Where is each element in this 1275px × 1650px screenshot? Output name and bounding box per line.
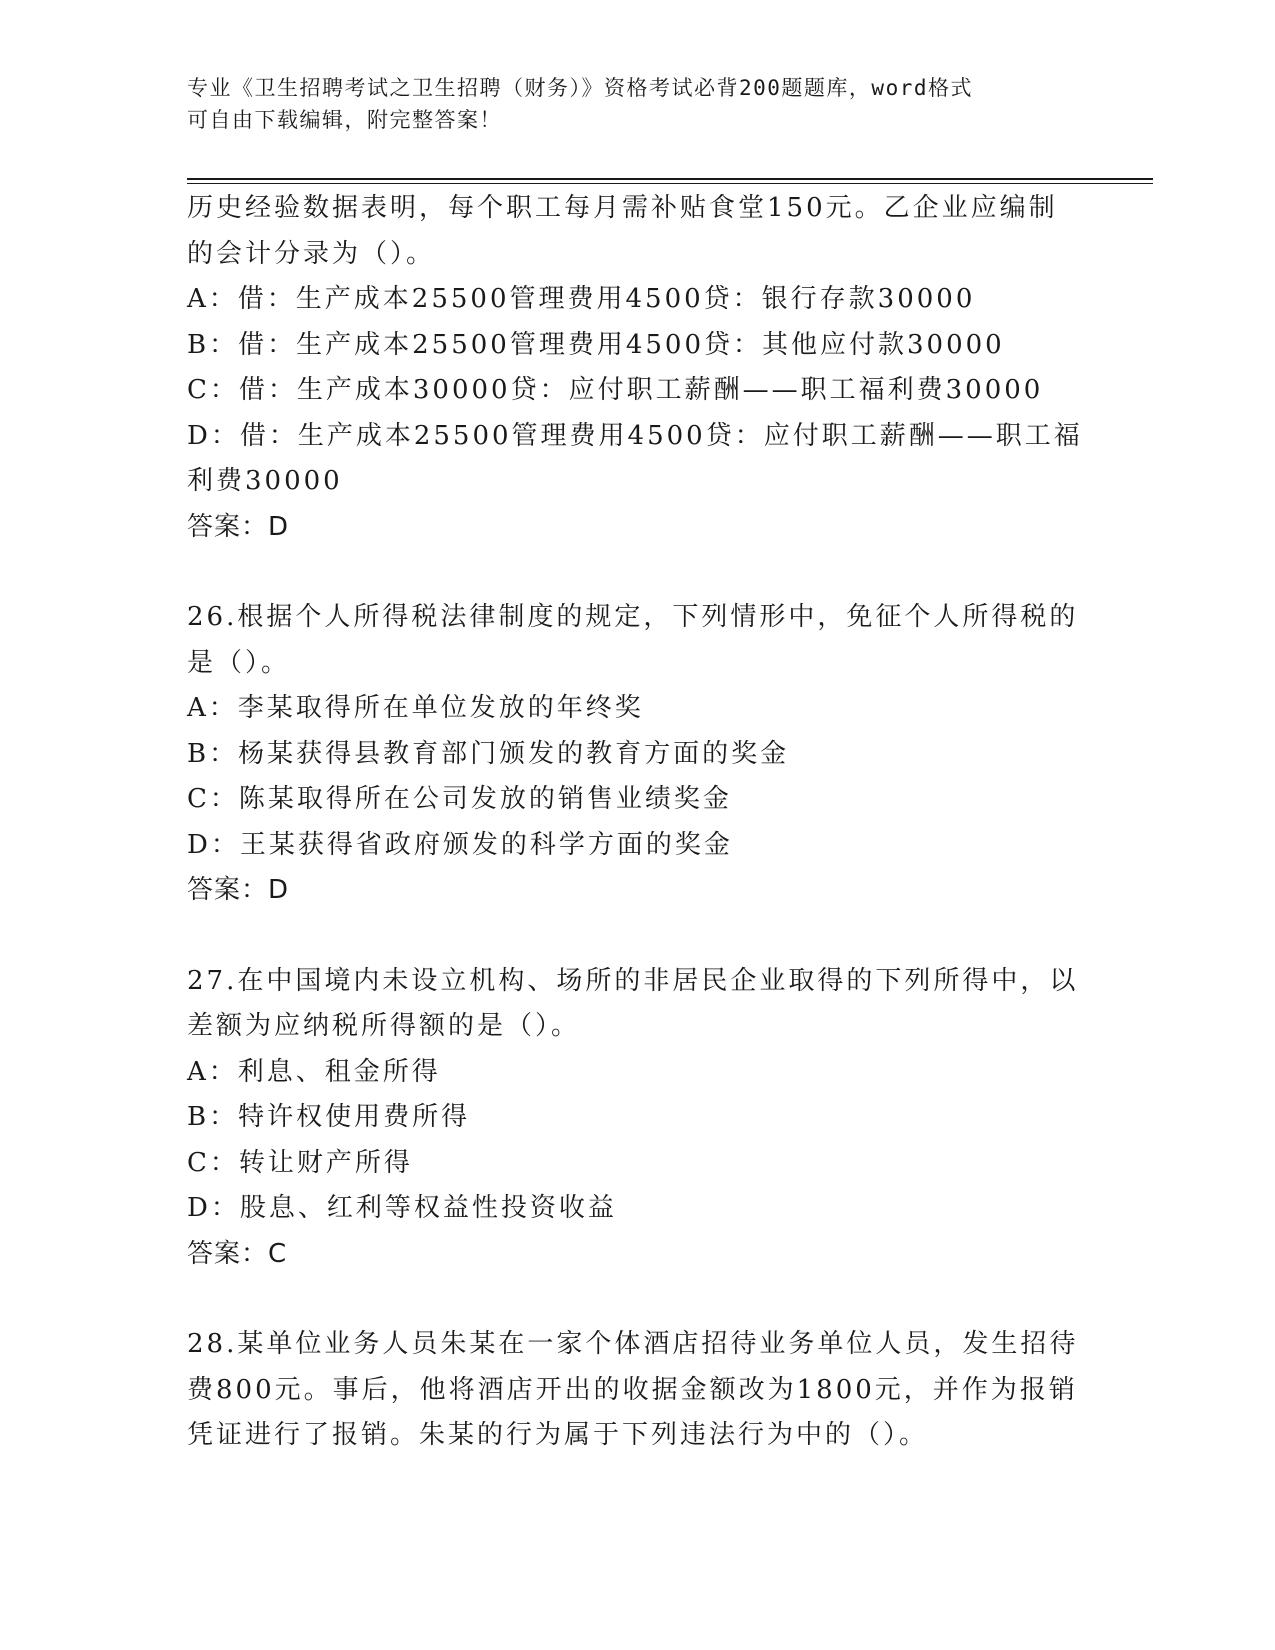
question-text-line: 历史经验数据表明，每个职工每月需补贴食堂150元。乙企业应编制 — [187, 193, 1058, 223]
option-b: B：特许权使用费所得 — [187, 1102, 471, 1132]
question-text-line: 26.根据个人所得税法律制度的规定，下列情形中，免征个人所得税的 — [187, 602, 1079, 632]
answer-label: 答案：C — [187, 1238, 288, 1269]
answer-label: 答案：D — [187, 875, 290, 905]
option-b: B：借：生产成本25500管理费用4500贷：其他应付款30000 — [187, 329, 1005, 360]
header-rule-thick — [187, 178, 1153, 180]
question-text-line: 差额为应纳税所得额的是（）。 — [187, 1011, 581, 1041]
option-c: C：陈某取得所在公司发放的销售业绩奖金 — [187, 784, 732, 814]
option-d: D：股息、红利等权益性投资收益 — [187, 1193, 617, 1223]
question-text-line: 的会计分录为（）。 — [187, 238, 436, 269]
question-text-line: 28.某单位业务人员朱某在一家个体酒店招待业务单位人员，发生招待 — [187, 1329, 1079, 1359]
question-text-line: 费800元。事后，他将酒店开出的收据金额改为1800元，并作为报销 — [187, 1374, 1078, 1405]
option-b: B：杨某获得县教育部门颁发的教育方面的奖金 — [187, 738, 790, 769]
question-text-line: 凭证进行了报销。朱某的行为属于下列违法行为中的（）。 — [187, 1420, 929, 1450]
question-26 — [187, 595, 1082, 914]
document-body — [187, 186, 1082, 1459]
option-a: A：利息、租金所得 — [187, 1056, 441, 1087]
header-rule-thin — [187, 183, 1153, 184]
document-header — [187, 72, 1067, 136]
answer-label: 答案：D — [187, 511, 290, 542]
option-d: D：王某获得省政府颁发的科学方面的奖金 — [187, 829, 733, 860]
question-text-line: 是（）。 — [187, 647, 291, 678]
question-text-line: 27.在中国境内未设立机构、场所的非居民企业取得的下列所得中，以 — [187, 965, 1079, 996]
option-a: A：借：生产成本25500管理费用4500贷：银行存款30000 — [187, 284, 976, 314]
header-line-2: 可自由下载编辑，附完整答案！ — [187, 108, 502, 132]
question-25-continuation — [187, 186, 1082, 550]
option-a: A：李某取得所在单位发放的年终奖 — [187, 693, 644, 723]
question-27 — [187, 959, 1082, 1278]
header-line-1: 专业《卫生招聘考试之卫生招聘（财务）》资格考试必背200题题库，word格式 — [187, 76, 973, 100]
option-d-continued: 利费30000 — [187, 466, 343, 496]
option-d: D：借：生产成本25500管理费用4500贷：应付职工薪酬——职工福 — [187, 420, 1083, 451]
question-28 — [187, 1322, 1082, 1459]
option-c: C：借：生产成本30000贷：应付职工薪酬——职工福利费30000 — [187, 375, 1044, 405]
option-c: C：转让财产所得 — [187, 1147, 413, 1178]
